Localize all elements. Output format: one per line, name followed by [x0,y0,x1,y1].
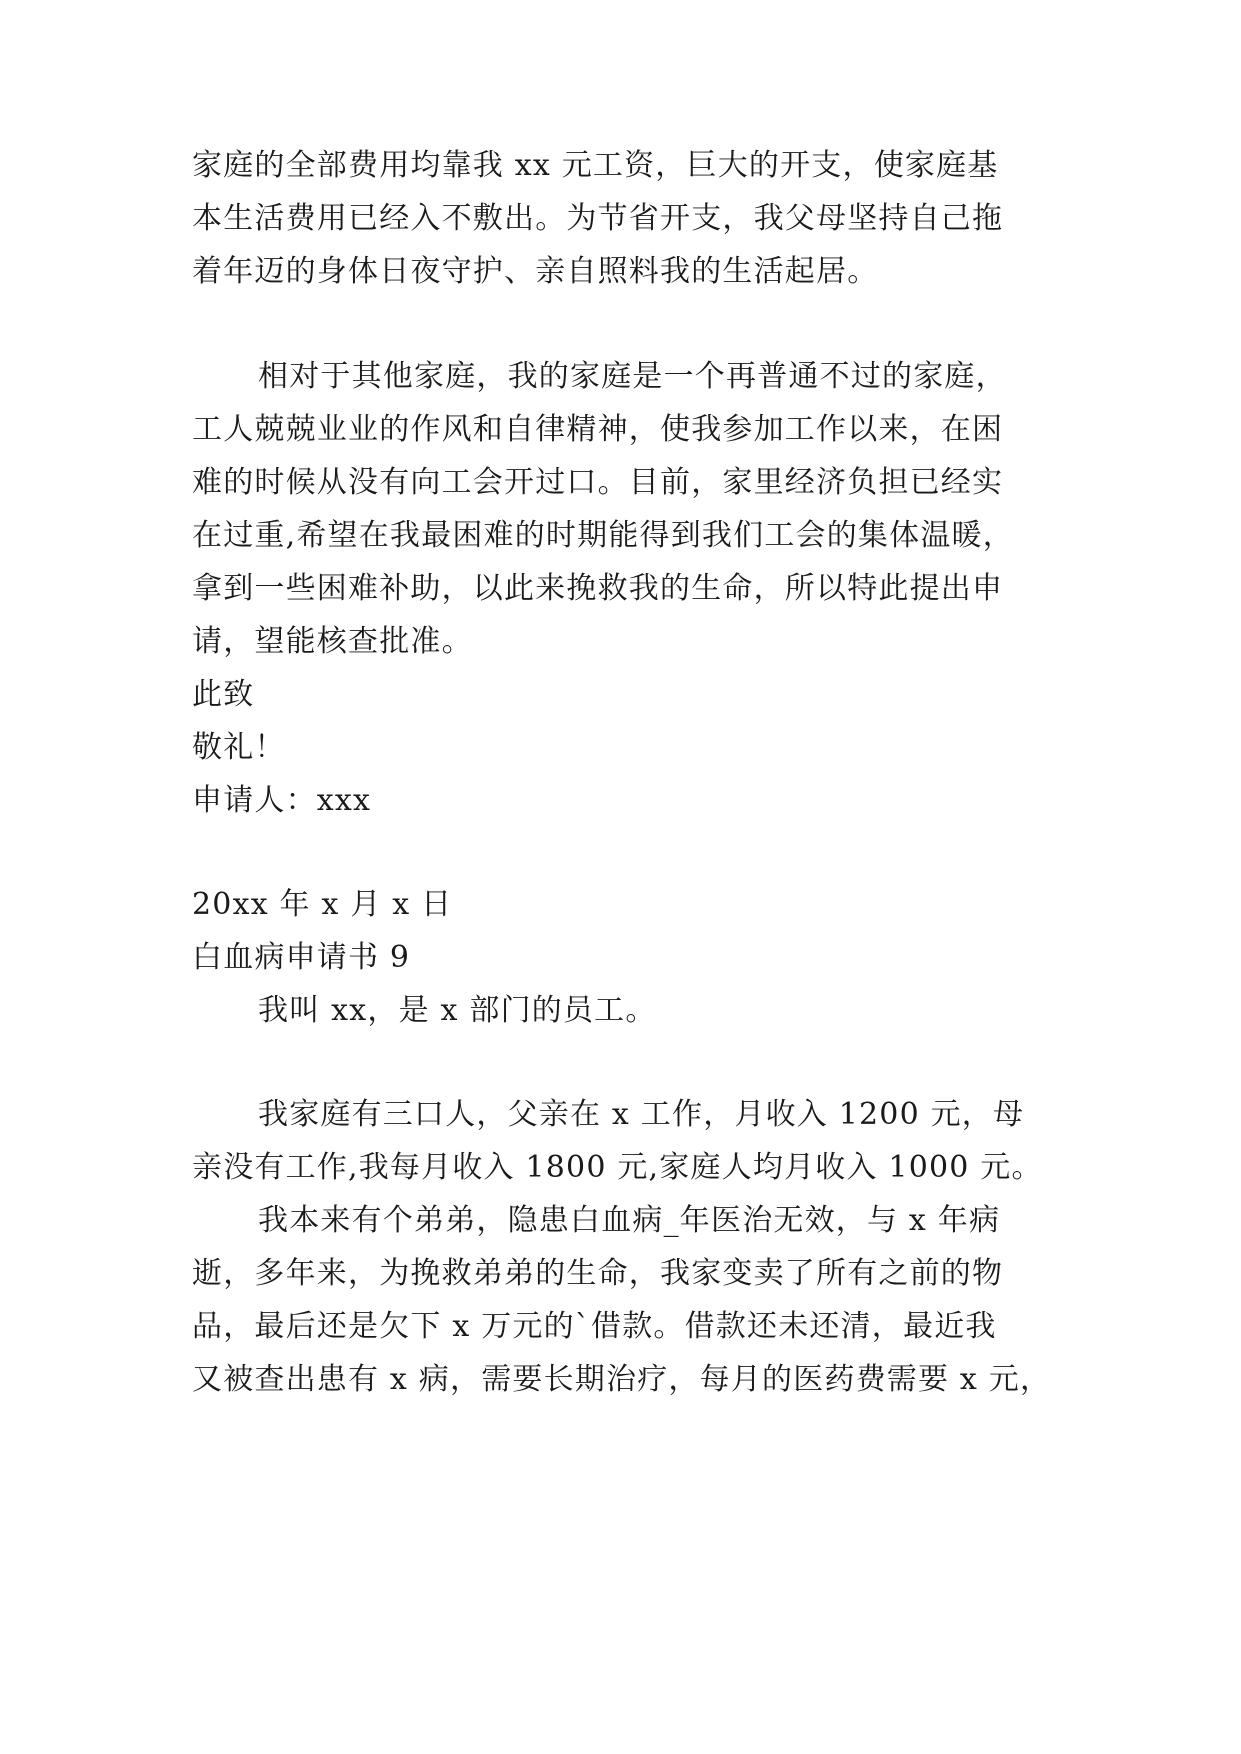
paragraph-2-line-5: 拿到一些困难补助，以此来挽救我的生命，所以特此提出申 [192,571,1004,606]
paragraph-1-line-2: 本生活费用已经入不敷出。为节省开支，我父母坚持自己拖 [192,201,1004,236]
paragraph-2-line-3: 难的时候从没有向工会开过口。目前，家里经济负担已经实 [192,465,1004,500]
closing-salutation: 此致 [192,677,255,712]
paragraph-5-line-2: 逝，多年来，为挽救弟弟的生命，我家变卖了所有之前的物 [192,1256,1004,1291]
paragraph-2-line-2: 工人兢兢业业的作风和自律精神，使我参加工作以来，在困 [192,412,1004,447]
paragraph-1-line-1: 家庭的全部费用均靠我 xx 元工资，巨大的开支，使家庭基 [192,148,999,183]
paragraph-4-line-2: 亲没有工作,我每月收入 1800 元,家庭人均月收入 1000 元。 [192,1150,1043,1185]
date-line: 20xx 年 x 月 x 日 [192,887,453,922]
section-heading: 白血病申请书 9 [192,940,411,975]
paragraph-4-line-1: 我家庭有三口人，父亲在 x 工作，月收入 1200 元，母 [258,1097,1025,1132]
paragraph-2-line-1: 相对于其他家庭，我的家庭是一个再普通不过的家庭， [258,359,1007,394]
paragraph-1-line-3: 着年迈的身体日夜守护、亲自照料我的生活起居。 [192,254,879,289]
closing-regards: 敬礼！ [192,730,286,765]
applicant-signature: 申请人：xxx [192,783,372,818]
paragraph-5-line-3: 品，最后还是欠下 x 万元的`借款。借款还未还清，最近我 [192,1309,997,1344]
paragraph-5-line-1: 我本来有个弟弟，隐患白血病_年医治无效，与 x 年病 [258,1203,1001,1238]
paragraph-2-line-4: 在过重,希望在我最困难的时期能得到我们工会的集体温暖， [192,518,1014,553]
paragraph-2-line-6: 请，望能核查批准。 [192,624,473,659]
paragraph-3: 我叫 xx，是 x 部门的员工。 [258,993,657,1028]
paragraph-5-line-4: 又被查出患有 x 病，需要长期治疗，每月的医药费需要 x 元， [192,1362,1052,1397]
